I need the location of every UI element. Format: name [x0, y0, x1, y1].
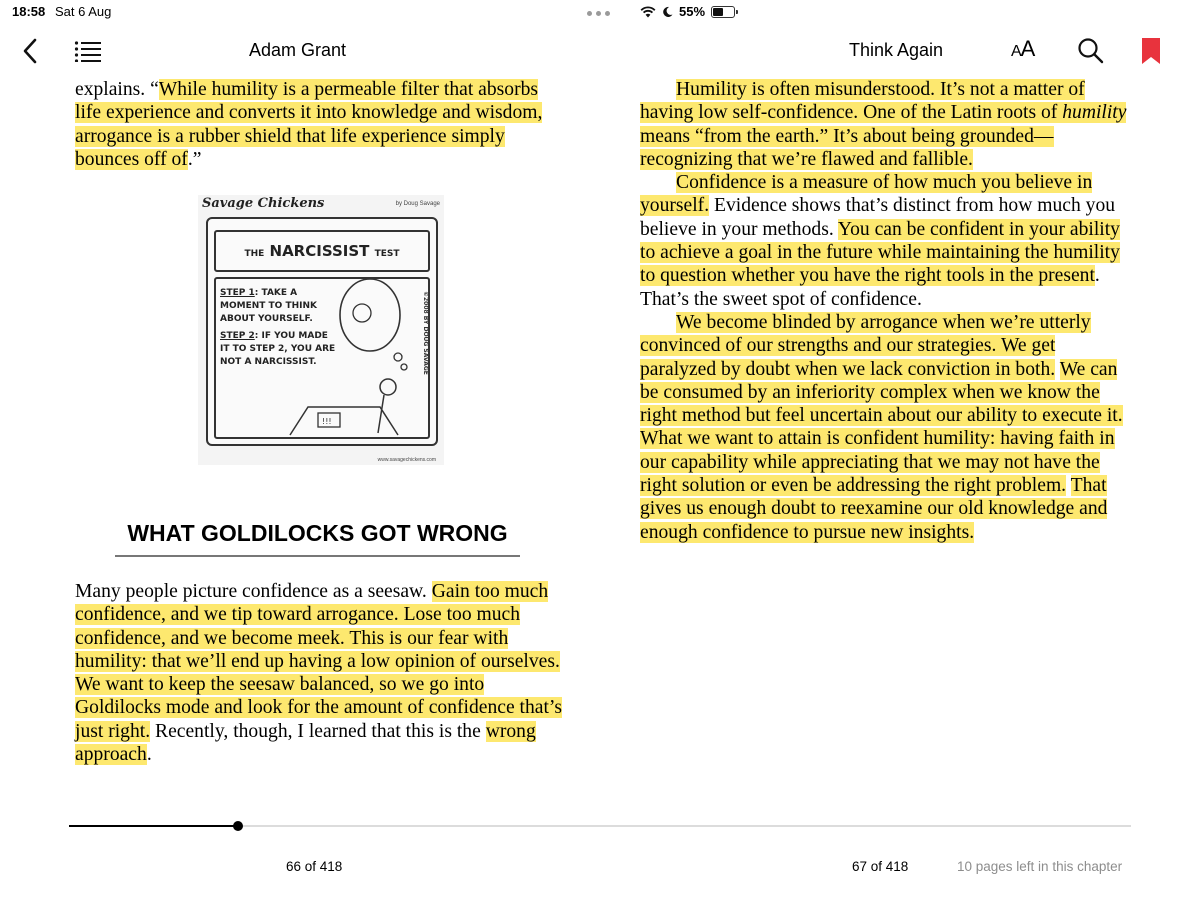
book-author: Adam Grant — [249, 40, 347, 60]
chapter-section-heading: WHAT GOLDILOCKS GOT WRONG — [115, 520, 520, 557]
thought-bubble — [340, 279, 400, 351]
left-paragraph-2 — [75, 580, 570, 766]
right-page-number: 67 of 418 — [852, 859, 909, 874]
reader-toolbar — [0, 34, 1200, 68]
progress-fill — [69, 825, 238, 827]
highlight[interactable]: We become blinded by arrogance when we’re utterly convinced of our strengths and our strategies. We get paralyzed by doubt when we lack conviction in both. — [640, 311, 1091, 380]
font-size-icon: A — [1011, 43, 1021, 60]
right-page — [640, 78, 1135, 544]
text-span: Recently, though, I learned that this is the — [150, 720, 486, 742]
step-text: : TAKE A MOMENT TO THINK ABOUT YOURSELF. — [220, 288, 317, 324]
right-paragraph-2 — [640, 171, 1135, 311]
highlight[interactable]: That gives us enough doubt to reexamine our old knowledge and enough confidence to pursue new insights. — [640, 475, 1108, 543]
text-span: .” — [187, 148, 202, 170]
chicken-body — [378, 395, 384, 433]
book-title: Think Again — [849, 40, 944, 60]
step-label: STEP 1 — [220, 288, 255, 298]
italic-text: humility — [1062, 102, 1127, 124]
comic-title: Savage Chickens — [202, 196, 325, 211]
status-time: 18:58 — [12, 4, 46, 19]
battery-icon — [711, 6, 735, 18]
chicken-head-thought — [353, 304, 371, 322]
progress-knob[interactable] — [233, 821, 243, 831]
comic-title-the: THE — [244, 249, 265, 259]
moon-icon — [662, 6, 673, 18]
step-text: : IF YOU MADE IT TO STEP 2, YOU ARE NOT A NARCISSIST. — [220, 331, 336, 367]
comic-title-narcissist: NARCISSIST — [269, 242, 370, 260]
status-date: Sat 6 Aug — [55, 4, 112, 19]
right-paragraph-3 — [640, 311, 1135, 544]
text-span: Many people picture confidence as a seesaw. — [75, 581, 432, 602]
comic-title-test: TEST — [374, 249, 400, 259]
highlight[interactable]: Confidence is a measure of how much you believe in yourself. — [640, 172, 1093, 217]
book-progress-slider[interactable] — [69, 825, 1131, 827]
highlight[interactable]: What we want to attain is confident humility: having faith in our capability while appreciating that we may not have the right solution or even be addressing the right problem. — [640, 428, 1115, 497]
pages-left-in-chapter: 10 pages left in this chapter — [957, 859, 1123, 874]
comic-copyright: ©2008 BY DOUG SAVAGE — [422, 291, 429, 375]
search-icon[interactable] — [1077, 37, 1105, 65]
text-span: explains. “ — [75, 79, 159, 100]
text-span: means “from the earth.” It’s about being grounded—recognizing that we’re flawed and fallible. — [640, 125, 1054, 170]
back-chevron-icon[interactable] — [20, 37, 42, 65]
comic-drawing — [198, 195, 444, 465]
chicken-head — [380, 379, 396, 395]
highlight[interactable]: You can be confident in your ability to achieve a goal in the future while maintaining the humility to question whether you have the right tools in the present — [640, 218, 1120, 287]
comic-byline: by Doug Savage — [395, 201, 440, 207]
left-page — [75, 78, 565, 171]
multitasking-dots[interactable] — [587, 11, 610, 16]
text-span: Humility is often misunderstood. It’s not a matter of having low self-confidence. One of the Latin roots of — [640, 79, 1085, 124]
table-of-contents-icon[interactable] — [74, 40, 102, 62]
highlight[interactable]: Gain too much confidence, and we tip toward arrogance. Lose too much confidence, and we become meek. This is our fear with humility: that we’ll end up having a low opinion of ourselves. We want to keep the seesaw balanced, so we go into Goldilocks mode and look for the amount of confidence that’s just right. — [75, 581, 563, 742]
highlight[interactable]: wrong approach — [75, 720, 536, 766]
highlight[interactable] — [640, 79, 1126, 170]
status-indicators — [640, 4, 1135, 19]
highlight[interactable]: While humility is a permeable filter that absorbs life experience and converts it into knowledge and wisdom, arrogance is a rubber shield that life experience simply bounces off of — [75, 79, 543, 170]
text-span: . — [146, 744, 152, 766]
left-paragraph-1 — [75, 78, 565, 171]
text-span — [1066, 475, 1071, 496]
comic-image — [198, 195, 444, 465]
text-span: . That’s the sweet spot of confidence. — [640, 265, 1100, 310]
comic-url: www.savagechickens.com — [377, 457, 436, 463]
status-bar — [0, 0, 1200, 26]
bookmark-icon[interactable] — [1141, 38, 1161, 64]
battery-percent: 55% — [679, 4, 706, 19]
wifi-icon — [640, 6, 656, 18]
text-span: Evidence shows that’s distinct from how much you believe in your methods. — [640, 195, 1116, 240]
step-label: STEP 2 — [220, 331, 255, 341]
font-size-button[interactable]: AA — [1011, 36, 1035, 61]
highlight[interactable]: We can be consumed by an inferiority complex when we know the right method but feel uncertain about our ability to execute it. — [640, 358, 1123, 427]
svg-text:!!!: !!! — [322, 417, 332, 426]
left-page-number: 66 of 418 — [286, 859, 343, 874]
right-paragraph-1 — [640, 78, 1135, 171]
